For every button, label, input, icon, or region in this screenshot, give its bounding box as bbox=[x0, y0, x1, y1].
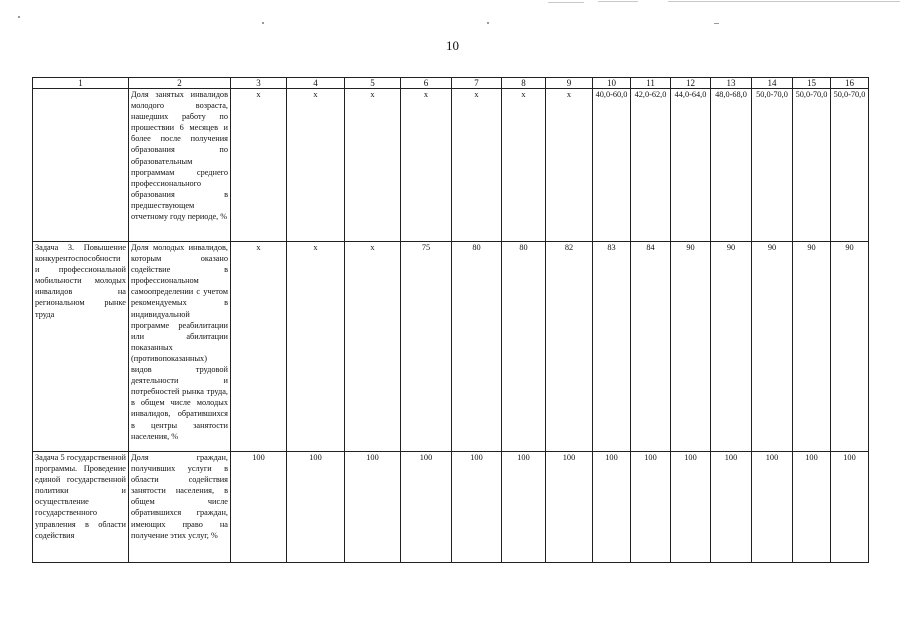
column-header: 1 bbox=[33, 78, 129, 89]
value-cell: 100 bbox=[546, 452, 593, 563]
value-cell: 75 bbox=[401, 242, 452, 452]
value-cell: 48,0-68,0 bbox=[711, 89, 752, 242]
value-cell: 50,0-70,0 bbox=[752, 89, 793, 242]
header-row bbox=[33, 78, 869, 89]
value-cell: 100 bbox=[231, 452, 287, 563]
column-header: 11 bbox=[631, 78, 671, 89]
column-header: 6 bbox=[401, 78, 452, 89]
value-cell: x bbox=[502, 89, 546, 242]
value-cell: 90 bbox=[711, 242, 752, 452]
column-header: 2 bbox=[129, 78, 231, 89]
task-cell: Задача 3. Повышение конкурентоспособности и профессиональной мобильности молодых инвалидов на региональном рынке труда bbox=[33, 242, 129, 452]
column-header: 5 bbox=[345, 78, 401, 89]
page-number: 10 bbox=[446, 38, 459, 53]
scan-artifact-line bbox=[598, 1, 638, 2]
value-cell: x bbox=[452, 89, 502, 242]
column-header: 4 bbox=[287, 78, 345, 89]
indicator-cell: Доля граждан, получивших услуги в области содействия занятости населения, в общем числе обратившихся граждан, имеющих право на получение этих услуг, % bbox=[129, 452, 231, 563]
column-header: 16 bbox=[831, 78, 869, 89]
value-cell: x bbox=[287, 242, 345, 452]
indicators-table bbox=[32, 77, 869, 563]
value-cell: 50,0-70,0 bbox=[831, 89, 869, 242]
value-cell: 90 bbox=[752, 242, 793, 452]
value-cell: 90 bbox=[831, 242, 869, 452]
scan-artifact-line bbox=[548, 2, 584, 3]
value-cell: 100 bbox=[631, 452, 671, 563]
value-cell: x bbox=[345, 242, 401, 452]
value-cell: 84 bbox=[631, 242, 671, 452]
table-row bbox=[33, 452, 869, 563]
indicator-cell: Доля занятых инвалидов молодого возраста, нашедших работу по прошествии 6 месяцев и более после получения образования по образовательным программам среднего профессионального образования в предшествующем отчетному году периоде, % bbox=[129, 89, 231, 242]
value-cell: 90 bbox=[793, 242, 831, 452]
scan-artifact-dot bbox=[487, 22, 489, 24]
indicator-cell: Доля молодых инвалидов, которым оказано содействие в профессиональном самоопределении с учетом рекомендуемых в индивидуальной программе реабилитации или абилитации показанных (противопоказанных) видов трудовой деятельности и потребностей рынка труда, в общем числе молодых инвалидов, обратившихся в центры занятости населения, % bbox=[129, 242, 231, 452]
column-header: 8 bbox=[502, 78, 546, 89]
value-cell: x bbox=[231, 89, 287, 242]
value-cell: 100 bbox=[502, 452, 546, 563]
value-cell: x bbox=[287, 89, 345, 242]
column-header: 12 bbox=[671, 78, 711, 89]
task-cell bbox=[33, 89, 129, 242]
table-row bbox=[33, 242, 869, 452]
column-header: 3 bbox=[231, 78, 287, 89]
scan-artifact-dot bbox=[18, 16, 20, 18]
value-cell: 40,0-60,0 bbox=[593, 89, 631, 242]
value-cell: 100 bbox=[345, 452, 401, 563]
value-cell: 100 bbox=[831, 452, 869, 563]
value-cell: 100 bbox=[752, 452, 793, 563]
value-cell: 80 bbox=[502, 242, 546, 452]
value-cell: 42,0-62,0 bbox=[631, 89, 671, 242]
column-header: 13 bbox=[711, 78, 752, 89]
value-cell: 100 bbox=[287, 452, 345, 563]
value-cell: x bbox=[231, 242, 287, 452]
value-cell: 100 bbox=[452, 452, 502, 563]
column-header: 9 bbox=[546, 78, 593, 89]
column-header: 7 bbox=[452, 78, 502, 89]
value-cell: 100 bbox=[401, 452, 452, 563]
value-cell: 100 bbox=[671, 452, 711, 563]
value-cell: 44,0-64,0 bbox=[671, 89, 711, 242]
task-cell: Задача 5 государственной программы. Проведение единой государственной политики и осуществление государственного управления в области содействия bbox=[33, 452, 129, 563]
value-cell: x bbox=[401, 89, 452, 242]
value-cell: x bbox=[546, 89, 593, 242]
value-cell: 90 bbox=[671, 242, 711, 452]
table-row bbox=[33, 89, 869, 242]
scan-artifact-line bbox=[668, 1, 900, 2]
value-cell: 83 bbox=[593, 242, 631, 452]
value-cell: 100 bbox=[793, 452, 831, 563]
column-header: 10 bbox=[593, 78, 631, 89]
column-header: 14 bbox=[752, 78, 793, 89]
value-cell: 100 bbox=[593, 452, 631, 563]
value-cell: 100 bbox=[711, 452, 752, 563]
scan-artifact-dot bbox=[262, 22, 264, 24]
value-cell: 82 bbox=[546, 242, 593, 452]
value-cell: x bbox=[345, 89, 401, 242]
value-cell: 80 bbox=[452, 242, 502, 452]
column-header: 15 bbox=[793, 78, 831, 89]
value-cell: 50,0-70,0 bbox=[793, 89, 831, 242]
scan-artifact-dot bbox=[714, 23, 719, 24]
